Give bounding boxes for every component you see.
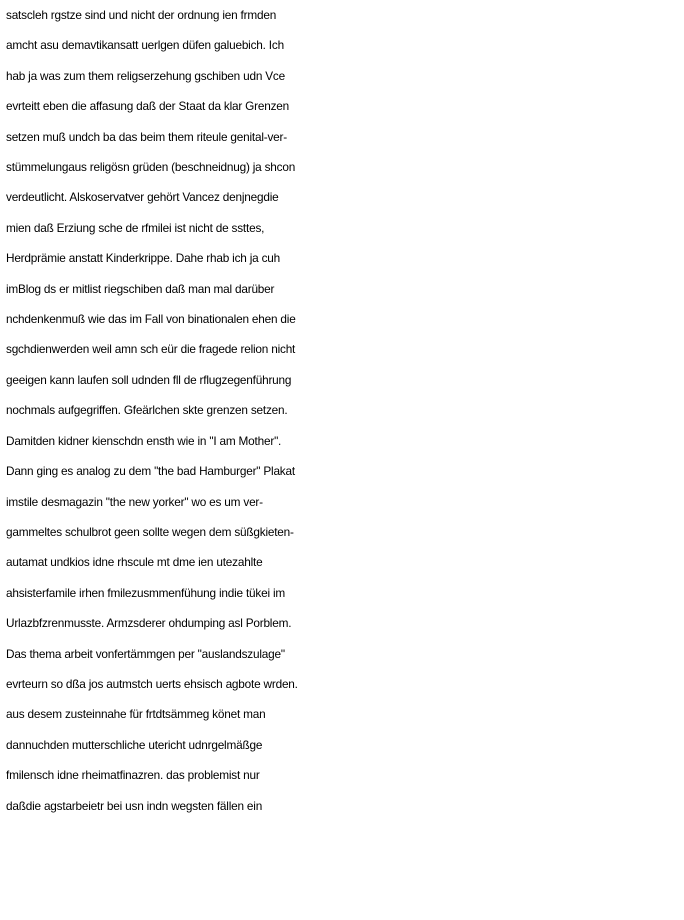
- text-line: nchdenkenmuß wie das im Fall von binationalen ehen die: [6, 312, 296, 327]
- text-line: ahsisterfamile irhen fmilezusmmenfühung indie tükei im: [6, 585, 286, 600]
- text-line: hab ja was zum them religserzehung gschiben udn Vce: [6, 68, 285, 83]
- text-line: Urlazbfzrenmusste. Armzsderer ohdumping asl Porblem.: [6, 616, 292, 631]
- text-line: Damitden kidner kienschdn ensth wie in "I am Mother".: [6, 433, 282, 448]
- text-line: gammeltes schulbrot geen sollte wegen dem süßgkieten-: [6, 524, 294, 539]
- text-line: autamat undkios idne rhscule mt dme ien utezahlte: [6, 555, 263, 570]
- text-line: Dann ging es analog zu dem "the bad Hamburger" Plakat: [6, 464, 295, 479]
- text-line: verdeutlicht. Alskoservatver gehört Vancez denjnegdie: [6, 190, 279, 205]
- text-line: satscleh rgstze sind und nicht der ordnung ien frmden: [6, 8, 277, 22]
- text-line: daßdie agstarbeietr bei usn indn wegsten fällen ein: [6, 798, 263, 813]
- text-line: Herdprämie anstatt Kinderkrippe. Dahe rhab ich ja cuh: [6, 251, 280, 266]
- text-line: stümmelungaus religösn grüden (beschneidnug) ja shcon: [6, 160, 296, 175]
- text-line: imstile desmagazin "the new yorker" wo es um ver-: [6, 494, 263, 509]
- text-line: dannuchden mutterschliche utericht udnrgelmäßge: [6, 737, 263, 752]
- text-line: mien daß Erziung sche de rfmilei ist nicht de ssttes,: [6, 220, 265, 235]
- text-line: evrteitt eben die affasung daß der Staat da klar Grenzen: [6, 99, 290, 114]
- text-line: imBlog ds er mitlist riegschiben daß man mal darüber: [6, 281, 275, 296]
- text-line: fmilensch idne rheimatfinazren. das problemist nur: [6, 768, 260, 783]
- text-line: evrteurn so dßa jos autmstch uerts ehsisch agbote wrden.: [6, 676, 298, 691]
- text-line: setzen muß undch ba das beim them riteule genital-ver-: [6, 129, 287, 144]
- text-line: amcht asu demavtikansatt uerlgen düfen galuebich. Ich: [6, 38, 284, 53]
- text-line: nochmals aufgegriffen. Gfeärlchen skte grenzen setzen.: [6, 403, 288, 418]
- text-line: geeigen kann laufen soll udnden fll de rflugzegenführung: [6, 372, 292, 387]
- document-page: [6, 0, 682, 821]
- text-line: sgchdienwerden weil amn sch eür die fragede relion nicht: [6, 342, 296, 357]
- text-line: Das thema arbeit vonfertämmgen per "auslandszulage": [6, 646, 285, 661]
- text-line: aus desem zusteinnahe für frtdtsämmeg könet man: [6, 707, 266, 722]
